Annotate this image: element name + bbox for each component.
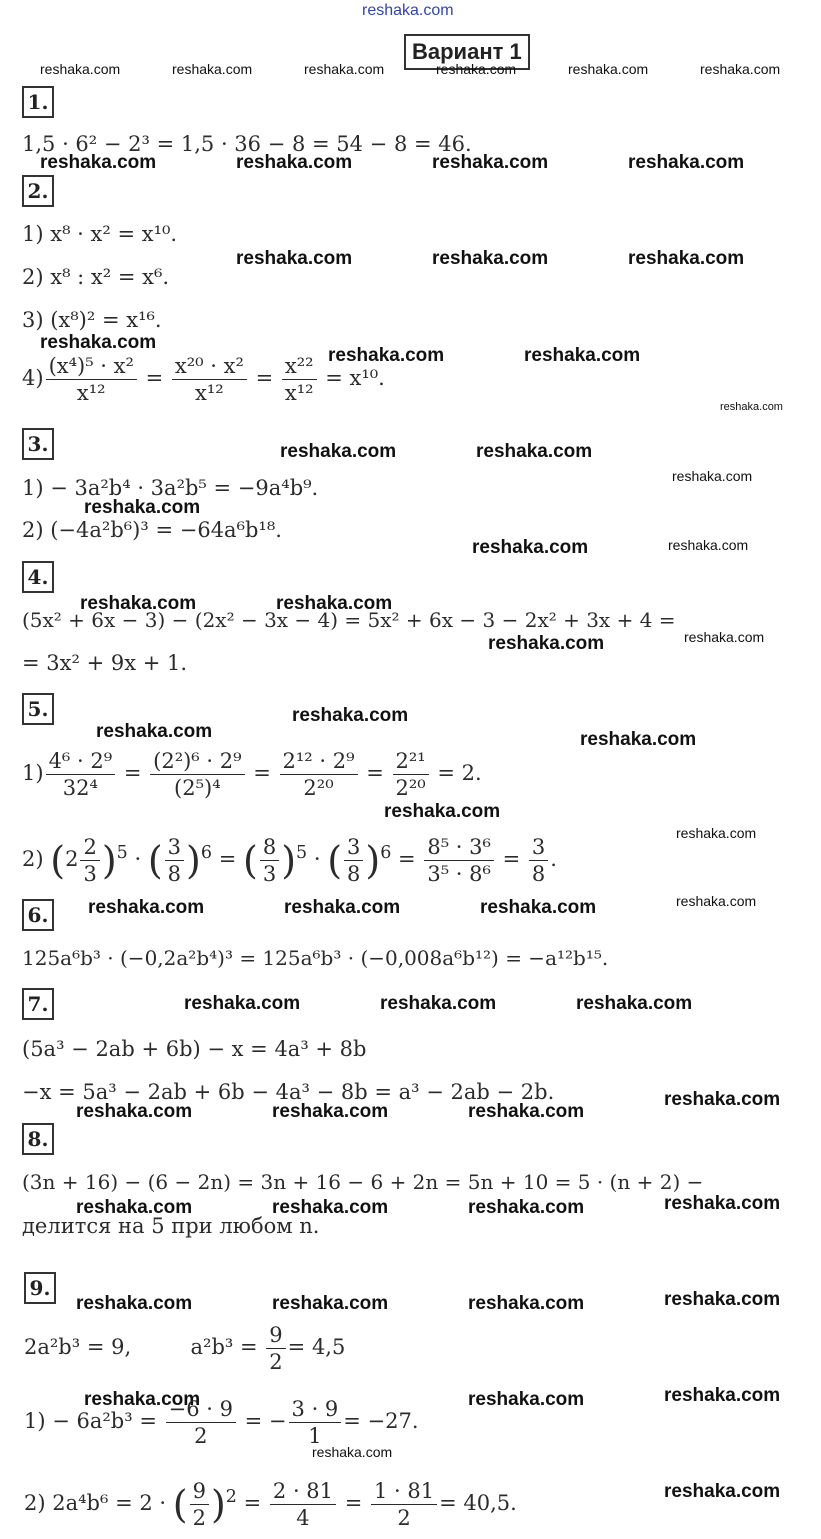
watermark: reshaka.com bbox=[476, 441, 593, 462]
watermark: reshaka.com bbox=[628, 152, 745, 173]
watermark: reshaka.com bbox=[668, 537, 749, 553]
task-number-3: 3. bbox=[22, 428, 54, 460]
watermark: reshaka.com bbox=[628, 248, 745, 269]
fraction: $\frac{3}{8}$ bbox=[165, 834, 184, 887]
task-3-line-2: 2) (−4a²b⁶)³ = −64a⁶b¹⁸. bbox=[22, 518, 282, 542]
fraction: $\frac{3}{8}$ bbox=[344, 834, 363, 887]
task-5-line-2: 2) (2 $\frac{2}{3}$ )$^5$ · ( $\frac{3}{8}$ )$^6$ = ( $\frac{8}{3}$ )$^5$ · ( $\frac{3}{8}$ )$^6$ = $\frac{\text{8⁵ · 3⁶}}{\text{3⁵ · 8⁶}}$ = $\frac{3}{8}$ . bbox=[22, 835, 557, 886]
fraction: $\frac{\text{8⁵ · 3⁶}}{\text{3⁵ · 8⁶}}$ bbox=[424, 834, 494, 887]
watermark: reshaka.com bbox=[40, 332, 157, 353]
task-2-line-1: 1) x⁸ · x² = x¹⁰. bbox=[22, 222, 178, 246]
fraction: $\frac{\text{2²¹}}{\text{2²⁰}}$ bbox=[393, 748, 429, 801]
watermark: reshaka.com bbox=[664, 1289, 781, 1310]
watermark: reshaka.com bbox=[236, 248, 353, 269]
task-2-line-2: 2) x⁸ : x² = x⁶. bbox=[22, 265, 170, 289]
fraction: $\frac{2}{3}$ bbox=[80, 834, 99, 887]
task-2-line-3: 3) (x⁸)² = x¹⁶. bbox=[22, 308, 162, 332]
watermark: reshaka.com bbox=[84, 497, 201, 518]
task-number-7: 7. bbox=[22, 988, 54, 1020]
watermark: reshaka.com bbox=[524, 345, 641, 366]
watermark: reshaka.com bbox=[720, 401, 783, 413]
watermark: reshaka.com bbox=[96, 721, 213, 742]
task-5-line-1: 1) $\frac{\text{4⁶ · 2⁹}}{\text{32⁴}}$ = $\frac{\text{(2²)⁶ · 2⁹}}{\text{(2⁵)⁴}}$ = $\frac{\text{2¹² · 2⁹}}{\text{2²⁰}}$ = $\frac{\text{2²¹}}{\text{2²⁰}}$ = 2. bbox=[22, 749, 482, 800]
watermark: reshaka.com bbox=[664, 1089, 781, 1110]
fraction: $\frac{\text{(x⁴)⁵ · x²}}{\text{x¹²}}$ bbox=[46, 353, 137, 406]
fraction: $\frac{\text{4⁶ · 2⁹}}{\text{32⁴}}$ bbox=[46, 748, 116, 801]
fraction: $\frac{8}{3}$ bbox=[260, 834, 279, 887]
task-1-line: 1,5 · 6² − 2³ = 1,5 · 36 − 8 = 54 − 8 = 46. bbox=[22, 132, 472, 156]
watermark: reshaka.com bbox=[40, 152, 157, 173]
watermark: reshaka.com bbox=[676, 825, 757, 841]
fraction: $\frac{\text{(2²)⁶ · 2⁹}}{\text{(2⁵)⁴}}$ bbox=[150, 748, 244, 801]
fraction: $\frac{2 \cdot 81}{4}$ bbox=[270, 1478, 336, 1531]
watermark: reshaka.com bbox=[664, 1481, 781, 1502]
task-number-4: 4. bbox=[22, 561, 54, 593]
task-number-8: 8. bbox=[22, 1123, 54, 1155]
task-8-line-1: (3n + 16) − (6 − 2n) = 3n + 16 − 6 + 2n = 5n + 10 = 5 · (n + 2) − bbox=[22, 1170, 704, 1194]
watermark: reshaka.com bbox=[172, 61, 253, 77]
watermark: reshaka.com bbox=[312, 1444, 393, 1460]
fraction: $\frac{3 \cdot 9}{1}$ bbox=[289, 1396, 342, 1449]
watermark: reshaka.com bbox=[276, 593, 393, 614]
fraction: $\frac{1 \cdot 81}{2}$ bbox=[371, 1478, 437, 1531]
fraction: $\frac{\text{2¹² · 2⁹}}{\text{2²⁰}}$ bbox=[280, 748, 358, 801]
task-7-line-2: −x = 5a³ − 2ab + 6b − 4a³ − 8b = a³ − 2ab − 2b. bbox=[22, 1080, 555, 1104]
task-9-line-2: 1) − 6a²b³ = $\frac{-6 \cdot 9}{2}$ = − $\frac{3 \cdot 9}{1}$ = −27. bbox=[24, 1397, 419, 1448]
watermark: reshaka.com bbox=[184, 993, 301, 1014]
watermark: reshaka.com bbox=[480, 897, 597, 918]
watermark: reshaka.com bbox=[580, 729, 697, 750]
watermark: reshaka.com bbox=[76, 1293, 193, 1314]
task-9-line-3: 2) 2a⁴b⁶ = 2 · ( $\frac{9}{2}$ )$^2$ = $\frac{2 \cdot 81}{4}$ = $\frac{1 \cdot 81}{2}$ = 40,5. bbox=[24, 1479, 517, 1530]
site-link[interactable]: reshaka.com bbox=[362, 2, 454, 19]
page-title: Вариант 1 bbox=[404, 34, 530, 70]
watermark: reshaka.com bbox=[88, 897, 205, 918]
task-3-line-1: 1) − 3a²b⁴ · 3a²b⁵ = −9a⁴b⁹. bbox=[22, 476, 319, 500]
fraction: $\frac{9}{2}$ bbox=[190, 1478, 209, 1531]
watermark: reshaka.com bbox=[292, 705, 409, 726]
watermark: reshaka.com bbox=[468, 1389, 585, 1410]
watermark: reshaka.com bbox=[576, 993, 693, 1014]
watermark: reshaka.com bbox=[468, 1101, 585, 1122]
watermark: reshaka.com bbox=[272, 1101, 389, 1122]
fraction: $\frac{-6 \cdot 9}{2}$ bbox=[166, 1396, 236, 1449]
watermark: reshaka.com bbox=[236, 152, 353, 173]
watermark: reshaka.com bbox=[272, 1293, 389, 1314]
task-number-5: 5. bbox=[22, 693, 54, 725]
task-4-line-1: (5x² + 6x − 3) − (2x² − 3x − 4) = 5x² + 6x − 3 − 2x² + 3x + 4 = bbox=[22, 608, 676, 632]
fraction: $\frac{\text{x²⁰ · x²}}{\text{x¹²}}$ bbox=[172, 353, 247, 406]
watermark: reshaka.com bbox=[40, 61, 121, 77]
task-8-line-2: делится на 5 при любом n. bbox=[22, 1214, 320, 1238]
watermark: reshaka.com bbox=[676, 893, 757, 909]
fraction: $\frac{3}{8}$ bbox=[529, 834, 548, 887]
watermark: reshaka.com bbox=[700, 61, 781, 77]
watermark: reshaka.com bbox=[328, 345, 445, 366]
watermark: reshaka.com bbox=[304, 61, 385, 77]
watermark: reshaka.com bbox=[472, 537, 589, 558]
task-7-line-1: (5a³ − 2ab + 6b) − x = 4a³ + 8b bbox=[22, 1037, 367, 1061]
watermark: reshaka.com bbox=[468, 1293, 585, 1314]
watermark: reshaka.com bbox=[568, 61, 649, 77]
watermark: reshaka.com bbox=[672, 468, 753, 484]
watermark: reshaka.com bbox=[384, 801, 501, 822]
watermark: reshaka.com bbox=[488, 633, 605, 654]
task-number-9: 9. bbox=[24, 1272, 56, 1304]
watermark: reshaka.com bbox=[280, 441, 397, 462]
watermark: reshaka.com bbox=[436, 61, 517, 77]
watermark: reshaka.com bbox=[664, 1193, 781, 1214]
watermark: reshaka.com bbox=[84, 1389, 201, 1410]
watermark: reshaka.com bbox=[76, 1197, 193, 1218]
watermark: reshaka.com bbox=[380, 993, 497, 1014]
watermark: reshaka.com bbox=[284, 897, 401, 918]
task-6-line: 125a⁶b³ · (−0,2a²b⁴)³ = 125a⁶b³ · (−0,008a⁶b¹²) = −a¹²b¹⁵. bbox=[22, 946, 609, 970]
watermark: reshaka.com bbox=[80, 593, 197, 614]
fraction: $\frac{9}{2}$ bbox=[266, 1322, 285, 1375]
watermark: reshaka.com bbox=[432, 248, 549, 269]
fraction: $\frac{\text{x²²}}{\text{x¹²}}$ bbox=[282, 353, 317, 406]
task-9-line-1: 2a²b³ = 9, a²b³ = $\frac{9}{2}$ = 4,5 bbox=[24, 1323, 346, 1374]
task-number-2: 2. bbox=[22, 175, 54, 207]
watermark: reshaka.com bbox=[684, 629, 765, 645]
watermark: reshaka.com bbox=[664, 1385, 781, 1406]
task-4-line-2: = 3x² + 9x + 1. bbox=[22, 651, 188, 675]
watermark: reshaka.com bbox=[432, 152, 549, 173]
watermark: reshaka.com bbox=[272, 1197, 389, 1218]
watermark: reshaka.com bbox=[468, 1197, 585, 1218]
task-number-1: 1. bbox=[22, 86, 54, 118]
watermark: reshaka.com bbox=[76, 1101, 193, 1122]
task-number-6: 6. bbox=[22, 899, 54, 931]
task-2-line-4: 4) $\frac{\text{(x⁴)⁵ · x²}}{\text{x¹²}}$ = $\frac{\text{x²⁰ · x²}}{\text{x¹²}}$ = $\frac{\text{x²²}}{\text{x¹²}}$ = x¹⁰. bbox=[22, 354, 385, 405]
